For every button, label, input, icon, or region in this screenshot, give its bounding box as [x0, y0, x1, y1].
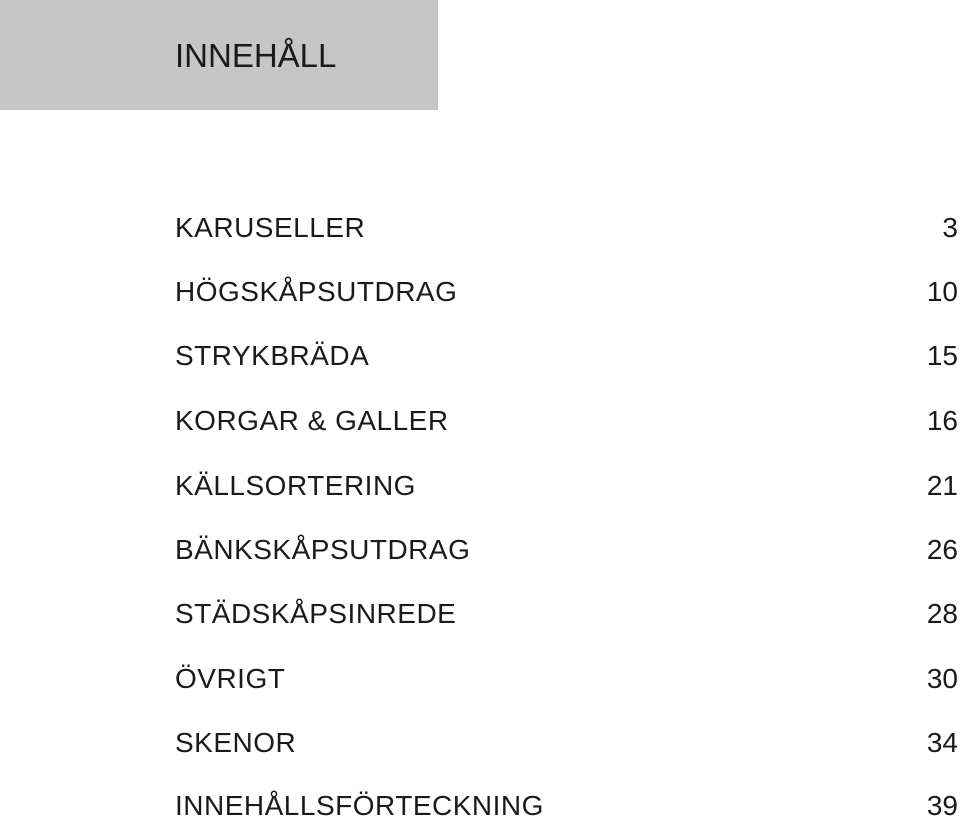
toc-entry-page-number: 21	[926, 470, 958, 501]
toc-entry-label: KORGAR & GALLER	[175, 405, 449, 436]
toc-entry-stadskapsinrede[interactable]	[0, 592, 960, 636]
toc-entry-hogskapsutdrag[interactable]	[0, 270, 960, 314]
toc-entry-innehallsforteckning[interactable]	[0, 784, 960, 828]
toc-entry-page-number: 15	[926, 340, 958, 371]
toc-entry-ovrigt[interactable]	[0, 657, 960, 701]
toc-entry-page-number: 28	[926, 598, 958, 629]
toc-entry-kallsortering[interactable]	[0, 464, 960, 508]
toc-entry-bankskapsutdrag[interactable]	[0, 528, 960, 572]
toc-entry-page-number: 30	[926, 663, 958, 694]
toc-entry-label: STÄDSKÅPSINREDE	[175, 598, 457, 629]
toc-entry-label: INNEHÅLLSFÖRTECKNING	[175, 790, 544, 821]
toc-entry-label: KARUSELLER	[175, 212, 366, 243]
toc-entry-page-number: 34	[926, 727, 958, 758]
toc-entry-karuseller[interactable]	[0, 206, 960, 250]
toc-entry-skenor[interactable]	[0, 721, 960, 765]
toc-entry-korgar-galler[interactable]	[0, 399, 960, 443]
toc-entry-label: STRYKBRÄDA	[175, 340, 370, 371]
toc-entry-page-number: 16	[926, 405, 958, 436]
toc-entry-page-number: 3	[942, 212, 958, 243]
toc-entry-page-number: 26	[926, 534, 958, 565]
header-banner	[0, 0, 438, 110]
toc-entry-label: SKENOR	[175, 727, 297, 758]
toc-entry-page-number: 10	[926, 276, 958, 307]
toc-entry-label: ÖVRIGT	[175, 663, 286, 694]
toc-entry-label: HÖGSKÅPSUTDRAG	[175, 276, 458, 307]
toc-entry-strykbrada[interactable]	[0, 334, 960, 378]
page-title: INNEHÅLL	[175, 37, 337, 74]
toc-entry-label: BÄNKSKÅPSUTDRAG	[175, 534, 471, 565]
toc-entry-page-number: 39	[926, 790, 958, 821]
toc-entry-label: KÄLLSORTERING	[175, 470, 416, 501]
